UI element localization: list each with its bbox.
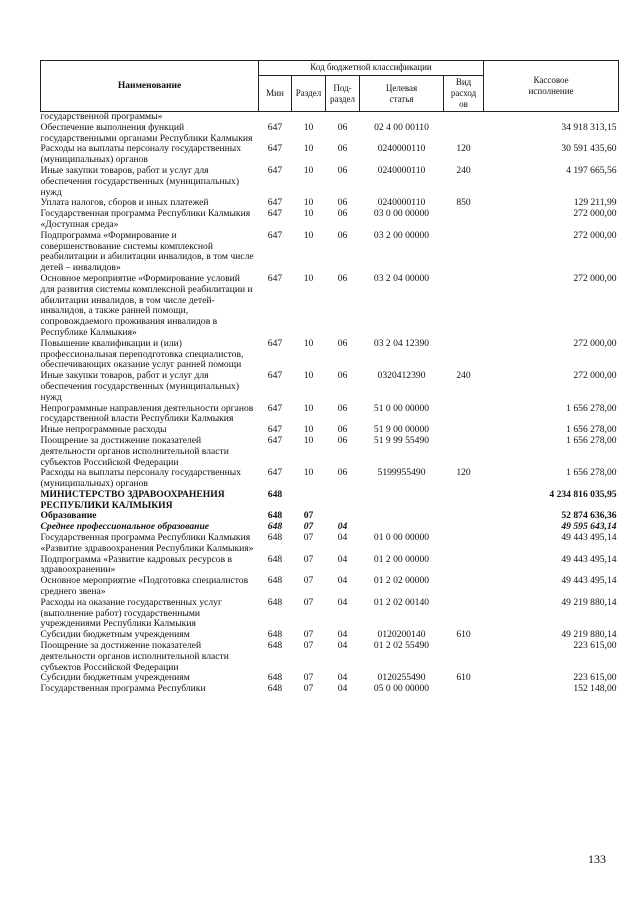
row-section-code: 10 [303,370,314,382]
row-expense-type [444,274,484,339]
row-cash-execution: 1 656 278,00 [566,434,617,446]
row-cash-execution: 34 918 313,15 [561,121,617,133]
row-ministry-code: 647 [267,424,283,436]
row-cash-execution: 272 000,00 [573,370,617,382]
row-section-code: 07 [303,532,314,544]
row-cash-execution: 4 197 665,56 [566,164,617,176]
row-name: Государственная программа Республики Калмыкия «Доступная среда» [40,208,251,230]
row-ministry-code: 647 [267,370,283,382]
row-name: Среднее профессиональное образование [40,521,210,533]
row-name: Субсидии бюджетным учреждениям [40,629,190,641]
row-cash-execution: 49 219 880,14 [561,596,617,608]
row-expense-type: 610 [456,672,471,684]
header-cash-execution: Кассовое исполнение [484,61,619,112]
row-section-code: 07 [303,575,314,587]
row-name: Основное мероприятие «Подготовка специалистов среднего звена» [40,575,249,598]
row-section-code: 10 [303,121,314,133]
table-row [41,533,619,555]
row-expense-type: 120 [456,143,471,155]
row-name: Подпрограмма «Развитие кадровых ресурсов в здравоохранении» [40,553,233,576]
row-section-code: 10 [303,402,314,414]
row-subsection-code: 04 [337,575,348,587]
table-row [41,274,619,339]
row-section-code: 10 [303,424,314,436]
row-expense-type [444,425,484,436]
row-ministry-code: 647 [267,197,283,209]
row-expense-type [444,598,484,630]
row-name: МИНИСТЕРСТВО ЗДРАВООХРАНЕНИЯ РЕСПУБЛИКИ КАЛМЫКИЯ [40,488,225,511]
row-target-article: 01 2 00 00000 [373,553,430,565]
row-expense-type [444,533,484,555]
row-section-code: 10 [303,208,314,220]
row-ministry-code: 648 [267,683,283,695]
row-section-code: 07 [303,510,314,522]
row-cash-execution: 223 615,00 [573,672,617,684]
row-subsection-code: 06 [337,402,348,414]
row-name: Повышение квалификации и (или) профессиональная переподготовка специалистов, обеспечивающих оказание услуг ранней помощи [40,337,244,371]
row-cash-execution: 49 595 643,14 [561,521,617,533]
row-target-article: 0240000110 [377,143,426,155]
row-section-code: 07 [303,629,314,641]
row-name: Образование [40,510,97,522]
table-row [41,209,619,231]
row-section-code: 07 [303,596,314,608]
row-ministry-code: 647 [267,208,283,220]
row-ministry-code: 648 [267,640,283,652]
row-subsection-code: 06 [337,467,348,479]
row-expense-type [444,112,484,123]
row-target-article [360,490,444,512]
row-name: Иные закупки товаров, работ и услуг для обеспечения государственных (муниципальных) нужд [40,164,240,198]
row-name: Расходы на выплаты персоналу государственных (муниципальных) органов [40,143,242,166]
row-expense-type: 850 [456,197,471,209]
row-target-article: 03 2 04 12390 [373,337,430,349]
header-subsection: Под- раздел [326,76,360,112]
row-target-article: 51 0 00 00000 [373,402,430,414]
header-target-article: Целевая статья [360,76,444,112]
row-cash-execution: 223 615,00 [573,640,617,652]
row-subsection-code: 04 [337,683,348,695]
row-cash-execution: 4 234 816 035,95 [549,488,617,500]
row-ministry-code: 648 [267,532,283,544]
row-name: Обеспечение выполнения функций государственными органами Республики Калмыкия [40,121,253,144]
row-name: Субсидии бюджетным учреждениям [40,672,190,684]
row-subsection-code: 04 [337,672,348,684]
row-target-article: 0320412390 [377,370,426,382]
row-ministry-code: 647 [267,402,283,414]
row-expense-type [444,209,484,231]
row-subsection-code: 06 [337,164,348,176]
row-target-article: 03 0 00 00000 [373,208,430,220]
row-ministry-code: 648 [267,629,283,641]
row-section-code: 10 [303,164,314,176]
row-section-code: 10 [303,197,314,209]
row-subsection-code: 04 [337,553,348,565]
header-section: Раздел [292,76,326,112]
row-subsection-code: 06 [337,121,348,133]
row-target-article: 03 2 04 00000 [373,272,430,284]
row-ministry-code: 647 [267,143,283,155]
row-expense-type [444,123,484,145]
row-ministry-code: 648 [267,521,283,533]
row-subsection-code: 04 [337,596,348,608]
row-expense-type [444,641,484,673]
row-ministry-code: 647 [267,337,283,349]
row-cash-execution: 49 219 880,14 [561,629,617,641]
row-target-article: 51 9 99 55490 [373,434,430,446]
header-budget-classification-code: Код бюджетной классификации [259,61,484,76]
row-name: Государственная программа Республики Калмыкия «Развитие здравоохранения Республики Калмыкия» [40,532,254,554]
row-ministry-code: 647 [267,434,283,446]
row-subsection-code: 06 [337,197,348,209]
row-subsection-code: 06 [337,370,348,382]
header-expense-type: Вид расход ов [444,76,484,112]
table-row [41,490,619,512]
row-section-code: 10 [303,467,314,479]
row-expense-type: 120 [456,467,471,479]
row-cash-execution: 272 000,00 [573,208,617,220]
row-section-code: 07 [303,521,314,533]
row-name: Иные закупки товаров, работ и услуг для обеспечения государственных (муниципальных) нужд [40,370,240,403]
row-ministry-code: 648 [267,488,283,500]
row-name: Расходы на оказание государственных услуг (выполнение работ) государственными учреждениями Республики Калмыкия [40,596,222,630]
row-target-article: 5199955490 [377,467,426,479]
row-subsection-code [326,490,360,512]
row-cash-execution: 272 000,00 [573,337,617,349]
row-subsection-code: 06 [337,337,348,349]
row-cash-execution: 30 591 435,60 [561,143,617,155]
row-cash-execution: 152 148,00 [573,683,617,695]
row-name: Поощрение за достижение показателей деятельности органов исполнительной власти субъектов Российской Федерации [40,640,229,673]
table-row [41,436,619,468]
row-subsection-code: 06 [337,272,348,284]
budget-table-container [40,60,618,695]
row-section-code: 07 [303,683,314,695]
row-ministry-code: 647 [267,467,283,479]
table-row [41,339,619,371]
row-ministry-code: 648 [267,510,283,522]
row-name: Подпрограмма «Формирование и совершенствование системы комплексной реабилитации и абилитации инвалидов, в том числе детей – инвалидов» [40,229,254,274]
row-cash-execution: 1 656 278,00 [566,467,617,479]
row-name: государственной программы» [40,111,163,122]
table-body [41,112,619,696]
table-row [41,123,619,145]
table-row [41,144,619,166]
row-expense-type: 240 [456,370,471,382]
row-ministry-code: 648 [267,672,283,684]
table-row [41,371,619,403]
header-ministry: Мин [259,76,292,112]
row-name: Расходы на выплаты персоналу государственных (муниципальных) органов [40,467,242,490]
row-section-code [292,490,326,512]
row-cash-execution: 129 211,99 [573,197,617,209]
row-expense-type [444,684,484,695]
table-row [41,555,619,577]
row-expense-type [444,576,484,598]
row-section-code: 10 [303,229,314,241]
table-row [41,166,619,198]
row-cash-execution: 49 443 495,14 [561,553,617,565]
row-subsection-code: 04 [337,521,348,533]
row-ministry-code: 647 [267,272,283,284]
row-ministry-code: 647 [267,229,283,241]
row-section-code: 10 [303,337,314,349]
row-cash-execution: 1 656 278,00 [566,424,617,436]
row-expense-type: 610 [456,629,471,641]
row-section-code: 07 [303,553,314,565]
row-target-article: 01 2 02 00000 [373,575,430,587]
row-name: Иные непрограммные расходы [40,424,167,436]
row-cash-execution: 49 443 495,14 [561,575,617,587]
row-ministry-code: 647 [267,164,283,176]
table-row [41,404,619,426]
row-target-article: 01 2 02 55490 [373,640,430,652]
row-name: Основное мероприятие «Формирование условий для развития системы комплексной реабилитации и абилитации инвалидов, в том числе детей-инвалидов, а также ранней помощи, сопровождаемого проживания инвалидов в Республике Калмыкия» [40,272,253,338]
row-subsection-code: 06 [337,143,348,155]
row-target-article [360,511,444,522]
row-ministry-code: 647 [267,121,283,133]
table-row [41,576,619,598]
row-expense-type: 240 [456,164,471,176]
row-expense-type [444,436,484,468]
row-subsection-code: 06 [337,434,348,446]
row-ministry-code: 648 [267,575,283,587]
row-target-article: 0120255490 [377,672,426,684]
row-target-article: 01 2 02 00140 [373,596,430,608]
row-target-article: 0120200140 [377,629,426,641]
row-section-code: 10 [303,143,314,155]
row-target-article: 51 9 00 00000 [373,424,430,436]
row-subsection-code: 04 [337,640,348,652]
table-header [41,61,619,112]
row-name: Государственная программа Республики [40,683,206,695]
row-name: Поощрение за достижение показателей деятельности органов исполнительной власти субъектов Российской Федерации [40,434,229,468]
row-expense-type [444,231,484,274]
row-subsection-code: 06 [337,208,348,220]
row-expense-type [444,555,484,577]
row-target-article: 03 2 00 00000 [373,229,430,241]
row-ministry-code: 648 [267,596,283,608]
row-section-code: 07 [303,672,314,684]
row-target-article: 0240000110 [377,164,426,176]
table-row [41,598,619,630]
row-name: Уплата налогов, сборов и иных платежей [40,197,209,209]
row-expense-type [444,404,484,426]
row-expense-type [444,490,484,512]
row-section-code: 07 [303,640,314,652]
header-name: Наименование [41,61,259,112]
row-subsection-code: 04 [337,532,348,544]
row-subsection-code: 06 [337,424,348,436]
row-subsection-code: 04 [337,629,348,641]
row-section-code: 10 [303,434,314,446]
row-name: Непрограммные направления деятельности органов государственной власти Республики Калмыкия [40,402,254,425]
row-target-article: 05 0 00 00000 [373,683,430,695]
row-target-article: 0240000110 [377,197,426,209]
row-expense-type [444,339,484,371]
table-row [41,231,619,274]
row-cash-execution: 1 656 278,00 [566,402,617,414]
page-number: 133 [588,852,606,866]
row-cash-execution: 52 874 636,36 [561,510,617,522]
row-cash-execution: 49 443 495,14 [561,532,617,544]
budget-execution-table [40,60,619,695]
row-subsection-code: 06 [337,229,348,241]
row-cash-execution: 272 000,00 [573,229,617,241]
table-row [41,468,619,490]
row-cash-execution: 272 000,00 [573,272,617,284]
row-expense-type [444,511,484,522]
row-expense-type [444,522,484,533]
row-target-article: 01 0 00 00000 [373,532,430,544]
row-target-article: 02 4 00 00110 [374,121,429,133]
row-section-code: 10 [303,272,314,284]
row-ministry-code: 648 [267,553,283,565]
table-row [41,641,619,673]
table-row [41,684,619,695]
